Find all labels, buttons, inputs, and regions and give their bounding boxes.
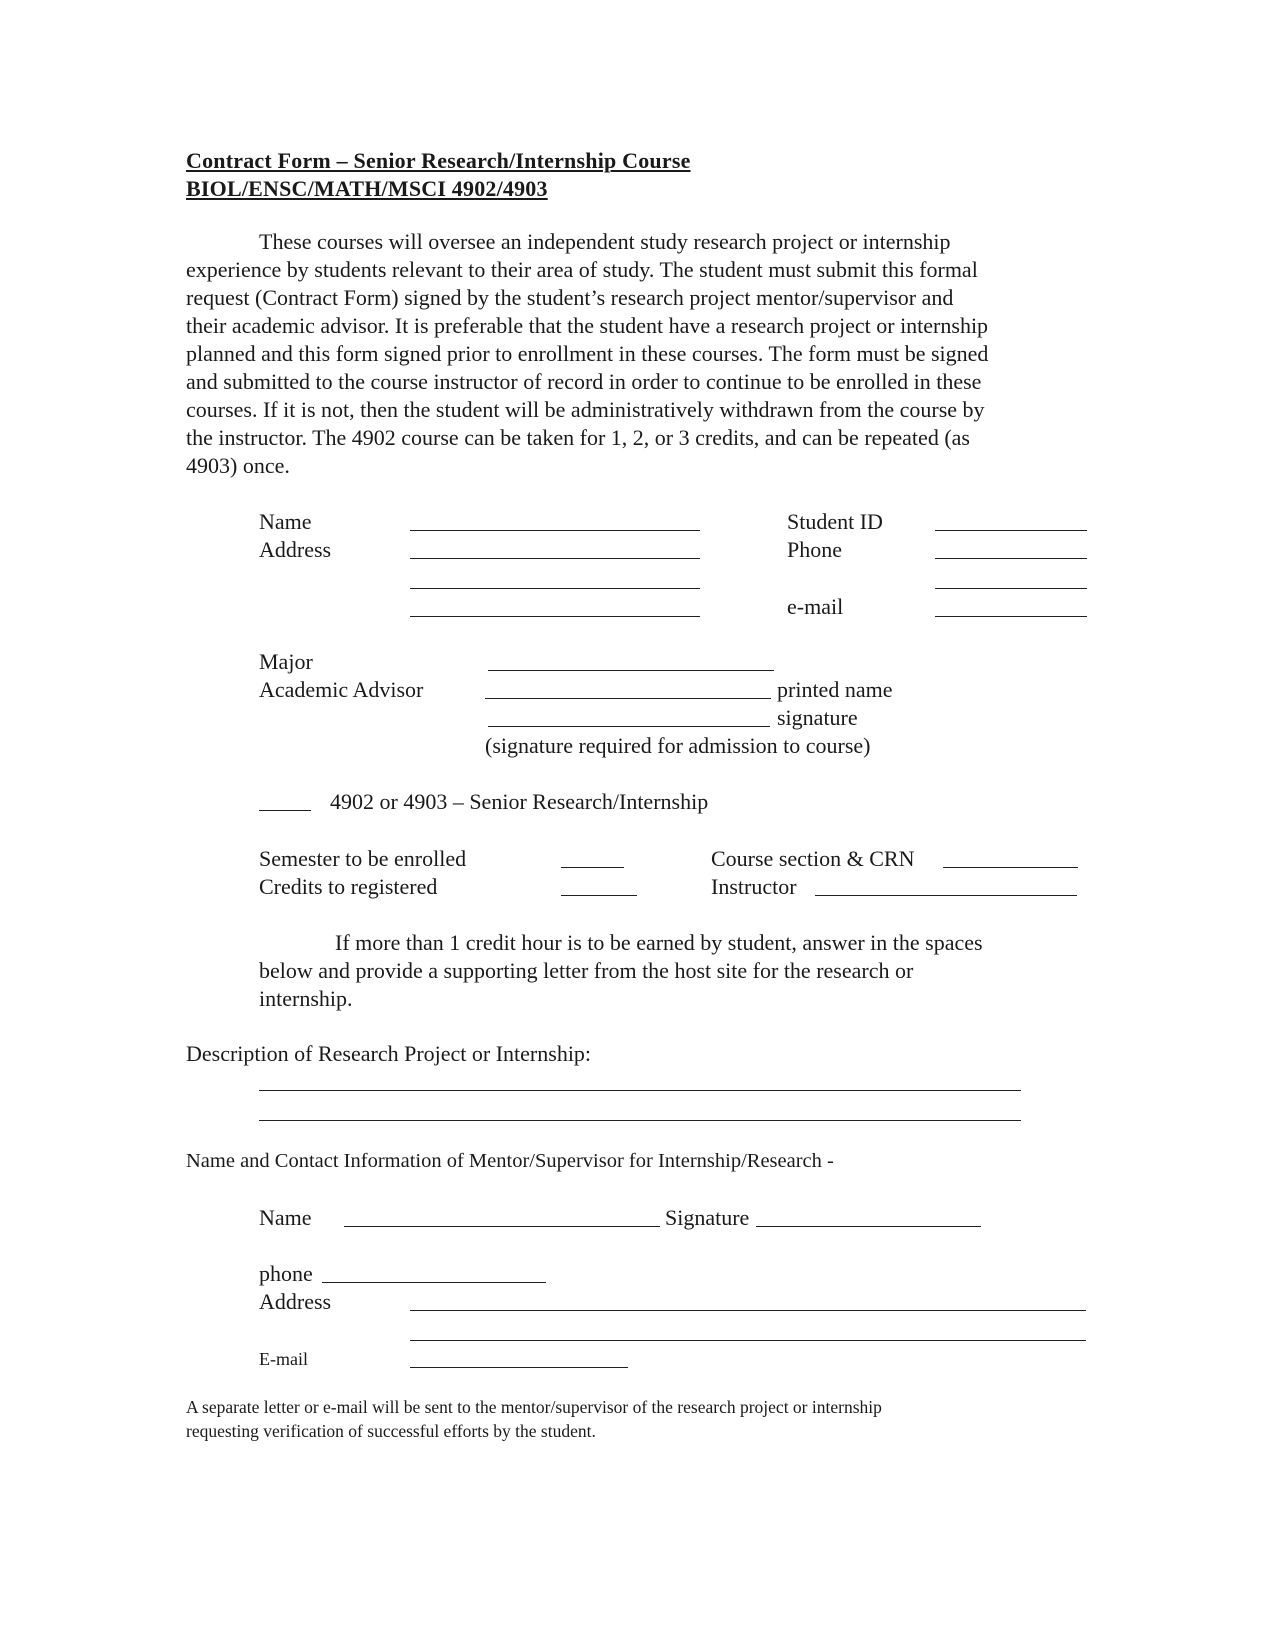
description-field-line-2[interactable] [259,1120,1021,1121]
description-label: Description of Research Project or Internship: [186,1041,592,1066]
mentor-signature-label: Signature [665,1205,750,1230]
phone-field-line-2[interactable] [935,588,1087,589]
credits-label: Credits to registered [259,874,438,899]
advisor-signature-field[interactable] [488,726,770,727]
instructor-field[interactable] [815,895,1077,896]
address-field-line-3[interactable] [410,616,700,617]
address-field-line-1[interactable] [410,558,700,559]
student-id-field[interactable] [935,530,1087,531]
email-field[interactable] [935,616,1087,617]
printed-name-label: printed name [777,677,893,702]
course-selection-field[interactable] [259,810,311,811]
mentor-phone-label: phone [259,1261,313,1286]
address-field-line-2[interactable] [410,588,700,589]
footer-note-line-2: requesting verification of successful efforts by the student. [186,1421,596,1441]
instructor-label: Instructor [711,874,797,899]
mentor-email-field[interactable] [410,1367,628,1368]
mentor-heading: Name and Contact Information of Mentor/Supervisor for Internship/Research - [186,1150,834,1172]
student-id-label: Student ID [787,509,883,534]
signature-note: (signature required for admission to course) [485,733,871,758]
name-field[interactable] [410,530,700,531]
academic-advisor-label: Academic Advisor [259,677,424,702]
semester-label: Semester to be enrolled [259,846,467,871]
email-label: e-mail [787,594,844,619]
intro-line: the instructor. The 4902 course can be taken for 1, 2, or 3 credits, and can be repeated (as [186,425,970,450]
intro-line: courses. If it is not, then the student will be administratively withdrawn from the course by [186,397,985,422]
mentor-address-field-line-2[interactable] [410,1340,1086,1341]
credit-note-line: below and provide a supporting letter from the host site for the research or [259,958,914,983]
advisor-printed-name-field[interactable] [485,698,771,699]
intro-line: planned and this form signed prior to enrollment in these courses. The form must be signed [186,341,989,366]
mentor-phone-field[interactable] [322,1282,546,1283]
mentor-name-field[interactable] [344,1226,660,1227]
address-label: Address [259,537,332,562]
credits-field[interactable] [561,895,637,896]
footer-note-line-1: A separate letter or e-mail will be sent to the mentor/supervisor of the research project or internship [186,1397,882,1417]
intro-line: their academic advisor. It is preferable that the student have a research project or internship [186,313,989,338]
mentor-name-label: Name [259,1205,312,1230]
name-label: Name [259,509,312,534]
description-field-line-1[interactable] [259,1090,1021,1091]
intro-line: experience by students relevant to their area of study. The student must submit this formal [186,257,978,282]
intro-line: and submitted to the course instructor of record in order to continue to be enrolled in these [186,369,982,394]
phone-label: Phone [787,537,842,562]
semester-field[interactable] [561,867,624,868]
intro-line: These courses will oversee an independent study research project or internship [259,229,951,254]
major-label: Major [259,649,313,674]
signature-label: signature [777,705,858,730]
course-section-label: Course section & CRN [711,846,915,871]
course-codes-title: BIOL/ENSC/MATH/MSCI 4902/4903 [186,176,548,201]
intro-line: 4903) once. [186,453,290,478]
phone-field-line-1[interactable] [935,558,1087,559]
course-label: 4902 or 4903 – Senior Research/Internship [330,789,709,814]
mentor-address-label: Address [259,1289,332,1314]
course-section-field[interactable] [943,867,1078,868]
intro-line: request (Contract Form) signed by the student’s research project mentor/supervisor and [186,285,954,310]
mentor-email-label: E-mail [259,1349,308,1369]
mentor-signature-field[interactable] [756,1226,981,1227]
major-field[interactable] [488,670,774,671]
credit-note-line: If more than 1 credit hour is to be earned by student, answer in the spaces [335,930,983,955]
credit-note-line: internship. [259,986,353,1011]
mentor-address-field-line-1[interactable] [410,1310,1086,1311]
form-title: Contract Form – Senior Research/Internship Course [186,148,691,173]
